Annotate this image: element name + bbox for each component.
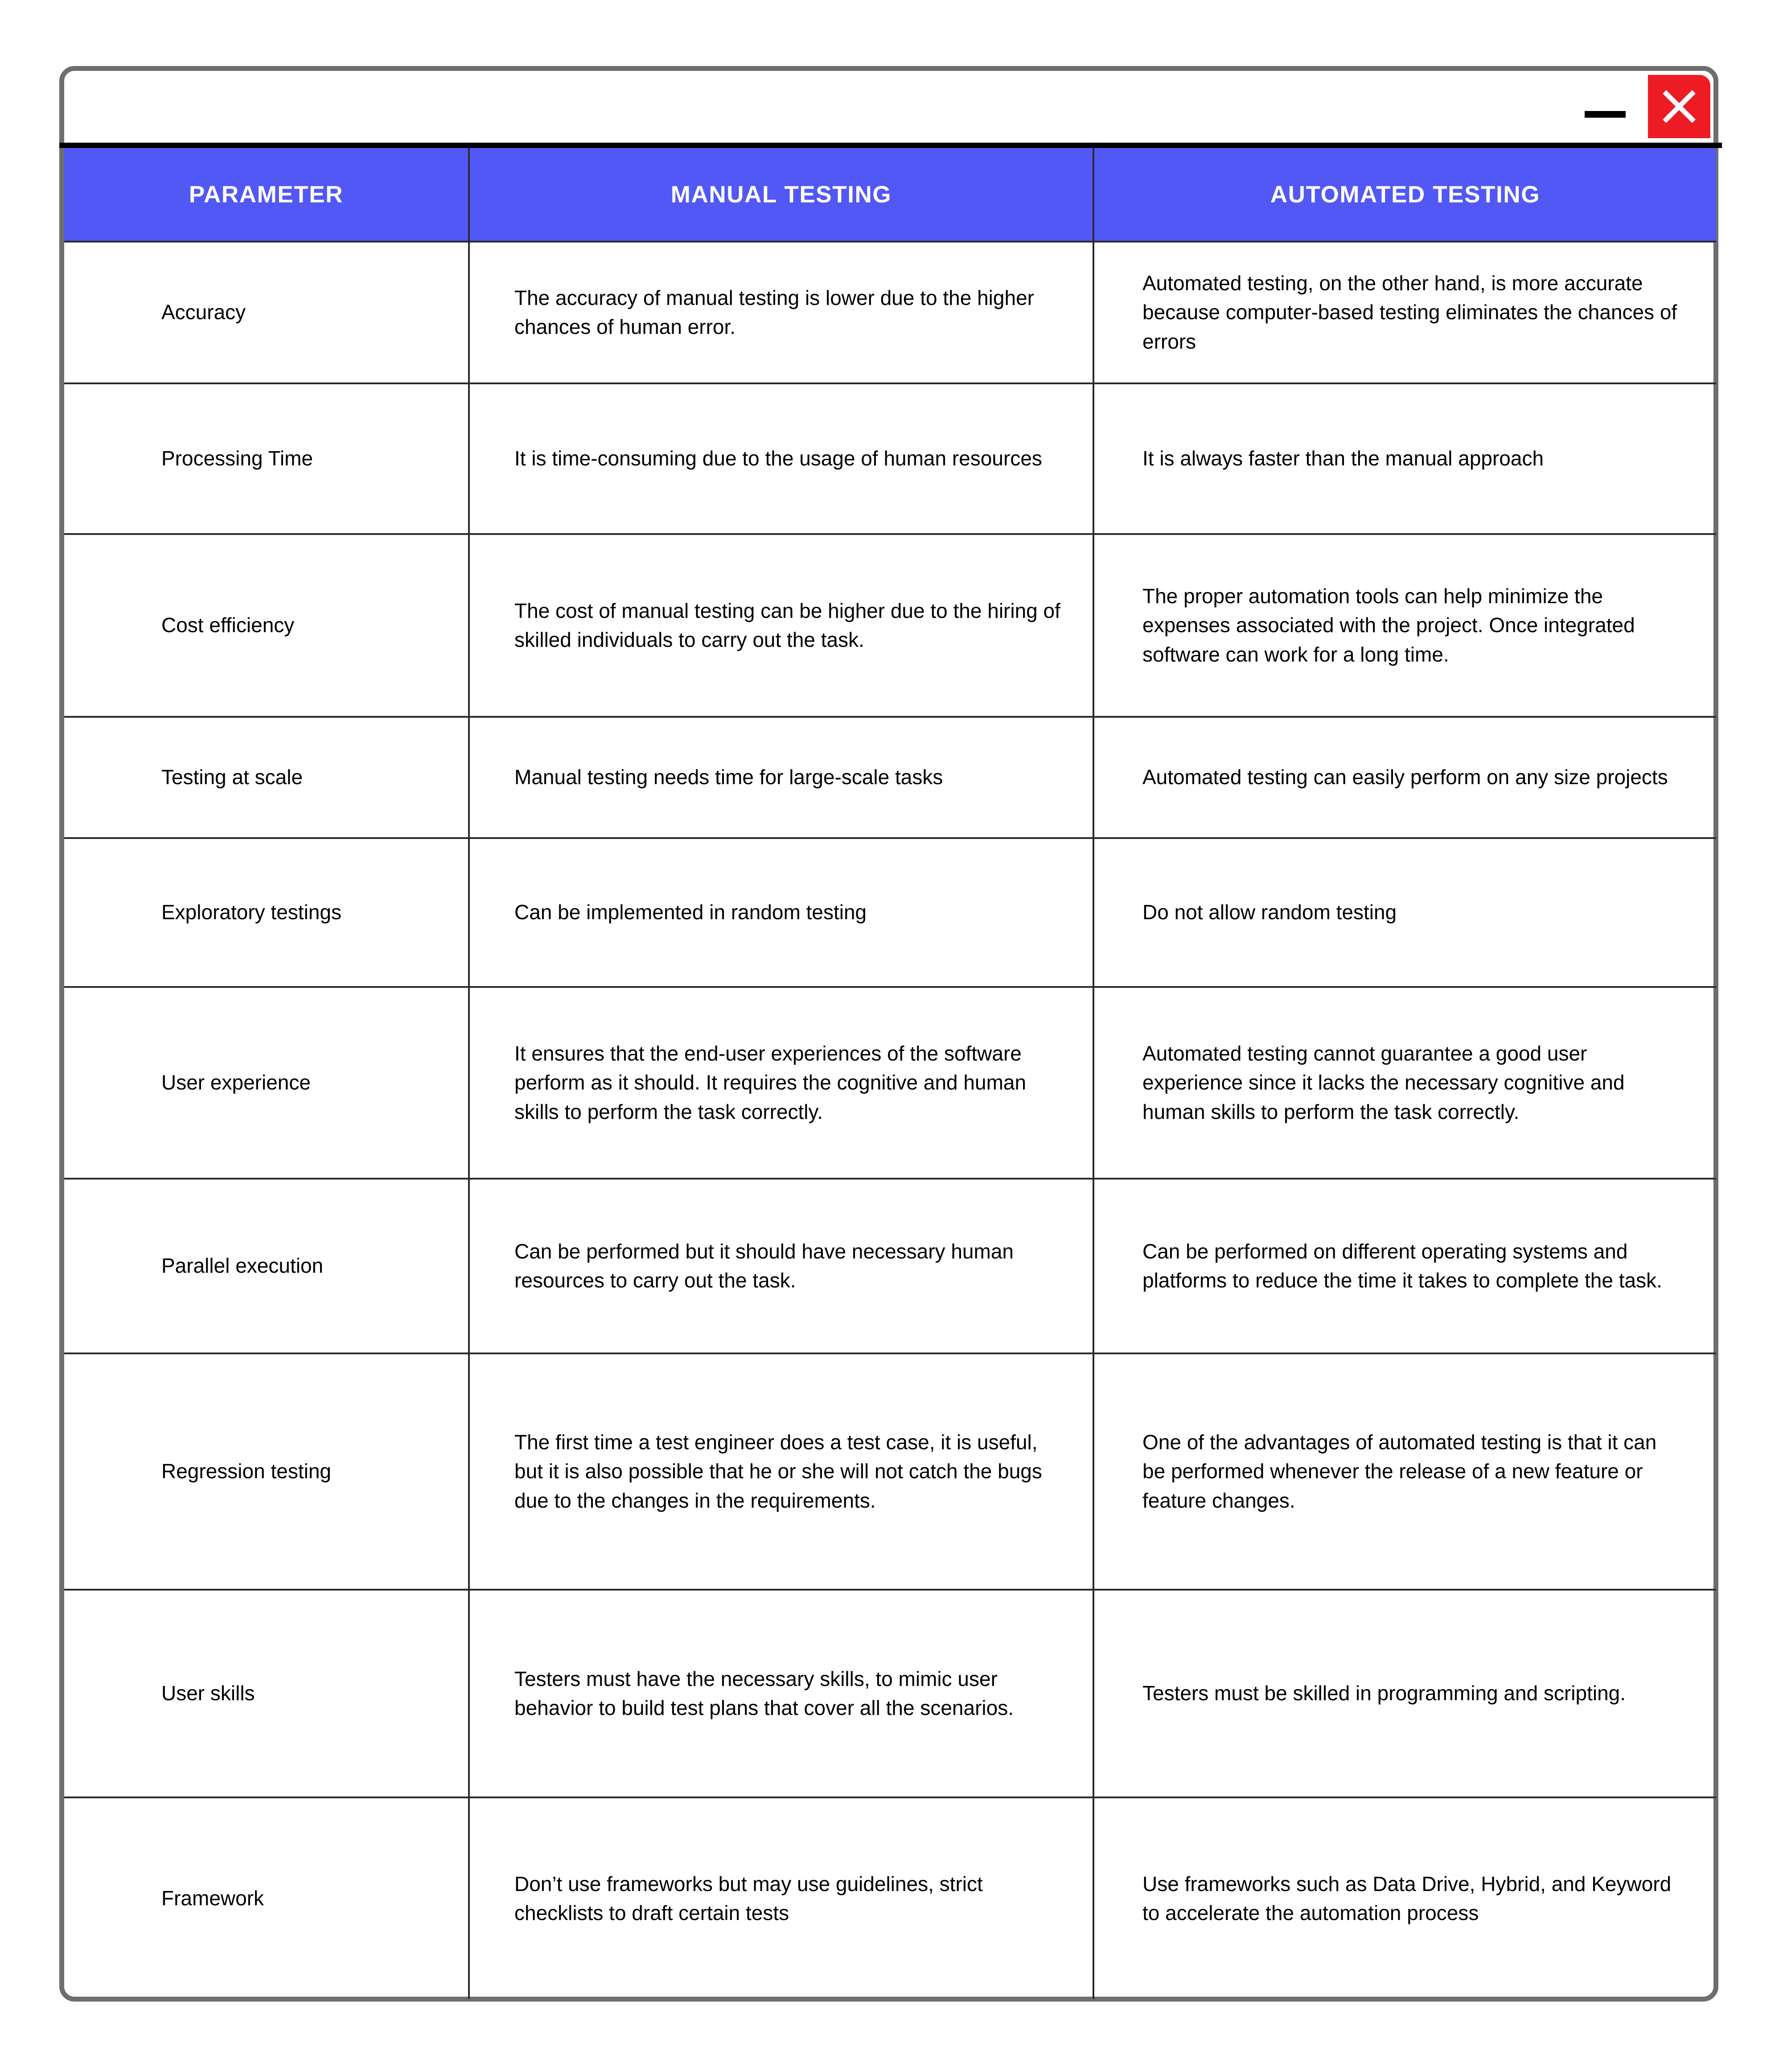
header-divider-rule (59, 143, 1722, 148)
cell-automated: It is always faster than the manual approach (1093, 383, 1716, 534)
cell-manual: Can be performed but it should have necessary human resources to carry out the task. (469, 1179, 1093, 1353)
table-row (64, 717, 1716, 838)
cell-manual: Can be implemented in random testing (469, 838, 1093, 987)
cell-automated: Automated testing cannot guarantee a good user experience since it lacks the necessary cognitive and human skills to perform the task correctly. (1093, 987, 1716, 1179)
table-row (64, 1179, 1716, 1353)
cell-manual: The accuracy of manual testing is lower due to the higher chances of human error. (469, 242, 1093, 383)
cell-automated: The proper automation tools can help minimize the expenses associated with the project. Once integrated software can work for a long time. (1093, 534, 1716, 717)
column-header-parameter: PARAMETER (64, 148, 469, 242)
cell-parameter: Regression testing (64, 1353, 469, 1590)
cell-parameter: User experience (64, 987, 469, 1179)
window-controls (1584, 75, 1710, 137)
minimize-button[interactable] (1584, 75, 1627, 127)
cell-automated: Can be performed on different operating systems and platforms to reduce the time it takes to complete the task. (1093, 1179, 1716, 1353)
table-row (64, 1353, 1716, 1590)
cell-parameter: Accuracy (64, 242, 469, 383)
cell-parameter: Exploratory testings (64, 838, 469, 987)
table-row (64, 534, 1716, 717)
column-header-manual-testing: MANUAL TESTING (469, 148, 1093, 242)
table-row (64, 987, 1716, 1179)
table-row (64, 838, 1716, 987)
cell-automated: Automated testing, on the other hand, is more accurate because computer-based testing eliminates the chances of errors (1093, 242, 1716, 383)
cell-automated: Testers must be skilled in programming and scripting. (1093, 1590, 1716, 1797)
table-row (64, 1797, 1716, 1999)
column-header-automated-testing: AUTOMATED TESTING (1093, 148, 1716, 242)
table-header-row (64, 148, 1716, 242)
comparison-table (64, 148, 1716, 1999)
cell-automated: One of the advantages of automated testing is that it can be performed whenever the release of a new feature or feature changes. (1093, 1353, 1716, 1590)
close-button[interactable] (1648, 75, 1710, 138)
cell-parameter: Cost efficiency (64, 534, 469, 717)
title-bar (59, 66, 1718, 146)
table-row (64, 1590, 1716, 1797)
cell-manual: The first time a test engineer does a test case, it is useful, but it is also possible that he or she will not catch the bugs due to the changes in the requirements. (469, 1353, 1093, 1590)
cell-manual: It is time-consuming due to the usage of human resources (469, 383, 1093, 534)
cell-parameter: Framework (64, 1797, 469, 1999)
cell-automated: Use frameworks such as Data Drive, Hybrid, and Keyword to accelerate the automation process (1093, 1797, 1716, 1999)
table-header (64, 148, 1716, 242)
cell-manual: The cost of manual testing can be higher due to the hiring of skilled individuals to carry out the task. (469, 534, 1093, 717)
cell-manual: Manual testing needs time for large-scale tasks (469, 717, 1093, 838)
cell-parameter: Processing Time (64, 383, 469, 534)
cell-manual: It ensures that the end-user experiences of the software perform as it should. It requires the cognitive and human skills to perform the task correctly. (469, 987, 1093, 1179)
cell-automated: Do not allow random testing (1093, 838, 1716, 987)
cell-parameter: Testing at scale (64, 717, 469, 838)
cell-manual: Testers must have the necessary skills, to mimic user behavior to build test plans that cover all the scenarios. (469, 1590, 1093, 1797)
close-icon (1661, 88, 1697, 125)
table-row (64, 242, 1716, 383)
table-row (64, 383, 1716, 534)
cell-automated: Automated testing can easily perform on any size projects (1093, 717, 1716, 838)
cell-manual: Don’t use frameworks but may use guidelines, strict checklists to draft certain tests (469, 1797, 1093, 1999)
cell-parameter: User skills (64, 1590, 469, 1797)
cell-parameter: Parallel execution (64, 1179, 469, 1353)
table-body (64, 242, 1716, 1999)
